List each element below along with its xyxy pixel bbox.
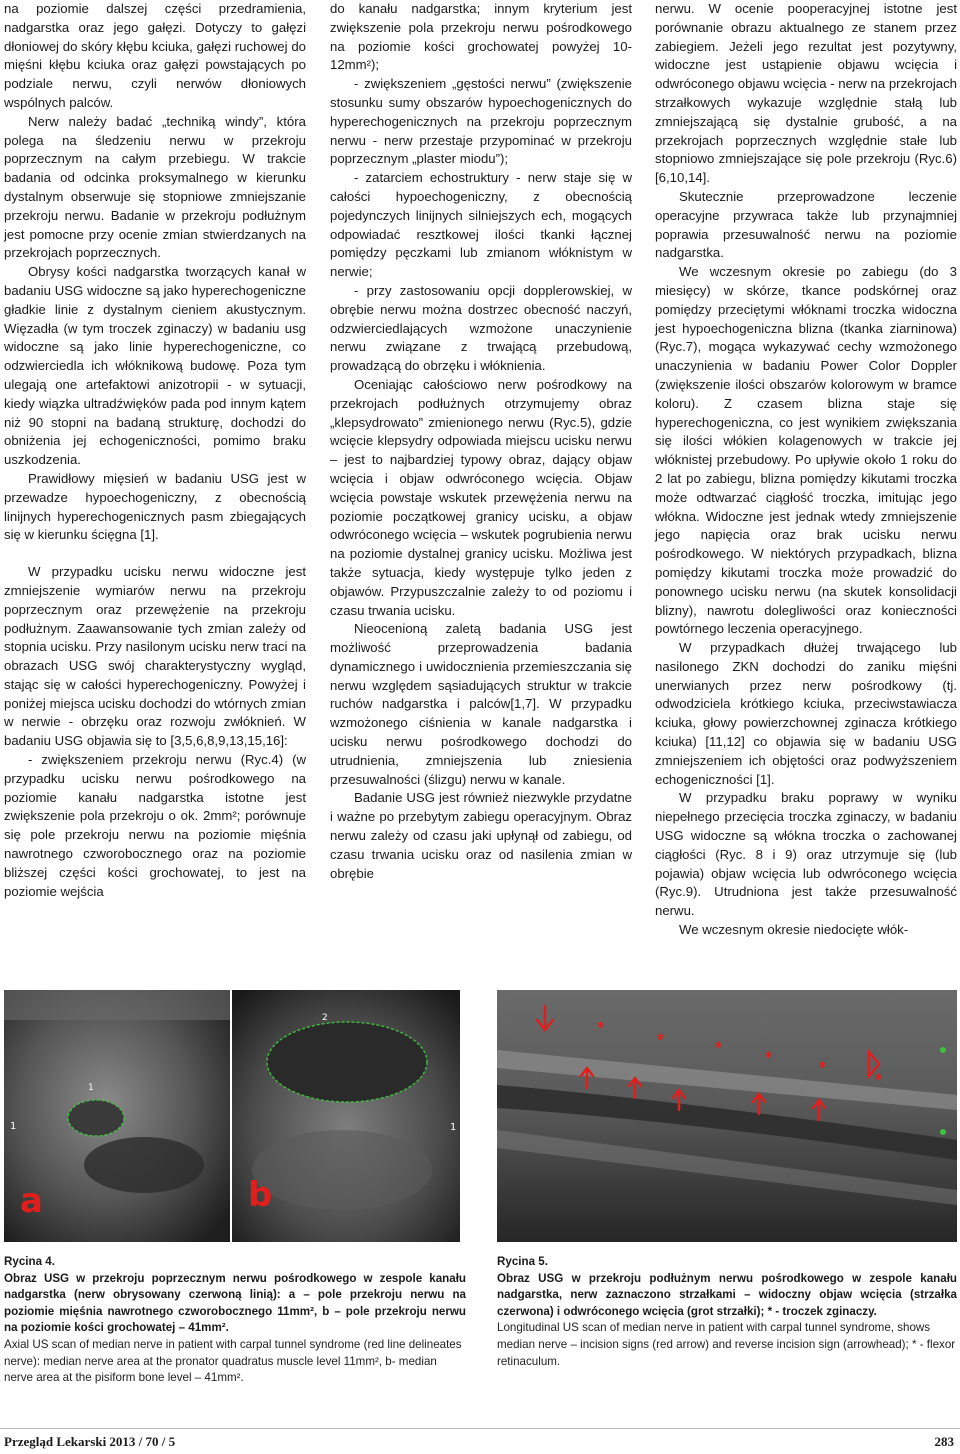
svg-text:1: 1 <box>10 1121 17 1132</box>
svg-text:1: 1 <box>450 1122 457 1133</box>
ultrasound-image-4b <box>232 990 460 1242</box>
text-column-3 <box>655 0 957 940</box>
journal-footer: Przegląd Lekarski 2013 / 70 / 5 <box>4 1434 176 1449</box>
paragraph: Prawidłowy mięsień w badaniu USG jest w przewadze hypoechogeniczny, z obecnością linijnych hyperechogenicznych pasm zbiegających się w kierunku ścięgna [1]. <box>4 470 306 543</box>
figure-4-caption-pl: Obraz USG w przekroju poprzecznym nerwu pośrodkowego w zespole kanału nadgarstka (nerw obrysowany czerwoną linią): a – pole przekroju nerwu na poziomie mięśnia nawrotnego czworobocznego 11mm², b – pole przekroju nerwu na poziomie kości grochowatej – 41mm². <box>4 1271 466 1335</box>
ultrasound-image-4a <box>4 990 230 1242</box>
paragraph: W przypadku braku poprawy w wyniku niepełnego przecięcia troczka zginaczy, w badaniu USG widoczne są włókna troczka o zachowanej ciągłości (Ryc. 8 i 9) oraz utrzymuje się (lub pojawia) objaw wcięcia lub odwróconego wcięcia (Ryc.9). Utrudniona jest także przesuwalność nerwu. <box>655 790 957 919</box>
paragraph: Nerw należy badać „techniką windy”, która polega na śledzeniu nerwu w przekroju poprzecznym na całym przebiegu. W trakcie badania od odcinka proksymalnego w kierunku dystalnym obserwuje się stopniowe zmniejszanie przekroju nerwu. Badanie w przekroju podłużnym jest pomocne przy ocenie zmian stwierdzanych na przekrojach poprzecznych. <box>4 113 306 261</box>
retinaculum-star: * <box>597 1020 605 1036</box>
figure-5-label: Rycina 5. <box>497 1255 548 1268</box>
figures-row <box>0 990 960 1242</box>
paragraph: Obrysy kości nadgarstka tworzących kanał w badaniu USG widoczne są jako hyperechogeniczne gładkie linie z dystalnym cieniem akustycznym. Więzadła (w tym troczek zginaczy) w badaniu usg widoczne są jako linie hyperechogeniczne, co odzwierciedla ich włóknikową budowę. Poza tym ulegają one artefaktowi anizotropii - w sytuacji, kiedy wiązka ultradźwięków pada pod innym kątem niż 90 stopni na badaną strukturę, dochodzi do obniżenia jej echogeniczności, pomimo braku uszkodzenia. <box>4 264 306 468</box>
paragraph: Oceniając całościowo nerw pośrodkowy na przekrojach podłużnych otrzymujemy obraz „klepsydrowato” zmienionego nerwu (Ryc.5), gdzie wcięcie klepsydry odpowiada miejscu ucisku nerwu – jest to najbardziej typowy obraz, dający objaw wcięcia i objaw odwróconego wcięcia. Objaw wcięcia powstaje wskutek przewężenia nerwu na poziomie początkowej granicy ucisku, a objaw odwróconego wcięcia – wskutek pogrubienia nerwu na poziomie dystalnej granicy ucisku. Możliwa jest także sytuacja, kiedy występuje tylko jeden z objawów. Przypuszczalnie zależy to od poziomu i czasu trwania ucisku. <box>330 376 632 618</box>
figure-5-caption-en: Longitudinal US scan of median nerve in patient with carpal tunnel syndrome, shows median nerve – incision signs (red arrow) and reverse incision sign (arrowhead); * - flexor retinaculum. <box>497 1321 956 1368</box>
text-column-1 <box>4 0 306 901</box>
paragraph: - zwiększeniem „gęstości nerwu” (zwiększenie stosunku sumy obszarów hypoechogenicznych do hyperechogenicznych na przekroju poprzecznym nerwu - nerw przestaje przypominać w przekroju poprzecznym „plaster miodu”); <box>330 76 632 167</box>
paragraph: nerwu. W ocenie pooperacyjnej istotne jest porównanie obrazu aktualnego ze stanem przez zabiegiem. Jeżeli jego rezultat jest pozytywny, widoczne jest ustąpienie objawu wcięcia i odwróconego objawu wcięcia - nerw na przekrojach strzałkowych wykazuje względnie stałą lub zmniejszającą się dystalnie grubość, a na przekrojach poprzecznych względnie stałe lub stopniowo zmniejszające się pole przekroju (Ryc.6) [6,10,14]. <box>655 1 958 186</box>
retinaculum-star: * <box>715 1040 723 1056</box>
figure-5-caption-pl: Obraz USG w przekroju podłużnym nerwu pośrodkowego w zespole kanału nadgarstka, nerw zaznaczono strzałkami – widoczny objaw wcięcia (strzałka czerwona) i odwróconego wcięcia (grot strzałki); * - troczek zginaczy. <box>497 1271 957 1318</box>
paragraph: W przypadkach dłużej trwającego lub nasilonego ZKN dochodzi do zaniku mięśni unerwianych przez nerw pośrodkowy (tj. odwodziciela krótkiego kciuka, przeciwstawiacza kciuka, głowy powierzchownej zginacza krótkiego kciuka) [11,12] co objawia się w badaniu USG zmniejszeniem ich objętości oraz podwyższeniem echogeniczności [1]. <box>655 640 957 787</box>
figure-4-caption <box>4 1254 466 1387</box>
retinaculum-star: * <box>819 1060 827 1076</box>
paragraph: - zatarciem echostruktury - nerw staje się w całości hypoechogeniczny, z obecnością pojedynczych linijnych silniejszych ech, mogących odpowiadać resztkowej ilości tkanki łącznej pomiędzy pęczkami lub zmianom włóknistym w nerwie; <box>330 170 632 280</box>
text-column-2 <box>330 0 632 883</box>
footer-rule <box>0 1428 960 1429</box>
paragraph: Badanie USG jest również niezwykle przydatne i ważne po przebytym zabiegu operacyjnym. Obraz nerwu zależy od czasu jaki upłynął od zabiegu, od czasu trwania ucisku oraz od nasilenia zmian w obrębie <box>330 790 632 881</box>
paragraph: do kanału nadgarstka; innym kryterium jest zwiększenie pola przekroju nerwu pośrodkowego na poziomie kości grochowatej powyżej 10-12mm²); <box>330 1 632 73</box>
paragraph: na poziomie dalszej części przedramienia, nadgarstka oraz jego gałęzi. Dotyczy to gałęzi dłoniowej do skóry kłębu kciuka, gałęzi ruchowej do mięśni kłębu kciuka oraz gałęzi powstających po podziale nerwu, czyli nerwów dłoniowych wspólnych palców. <box>4 1 306 110</box>
paragraph: - zwiększeniem przekroju nerwu (Ryc.4) (w przypadku ucisku nerwu pośrodkowego na poziomie kanału nadgarstka istotne jest zwiększenie pola przekroju o ok. 2mm²; porównuje się pole przekroju nerwu na poziomie mięśnia nawrotnego czworobocznego oraz na poziomie bliższej części kości grochowatej, to jest na poziomie wejścia <box>4 752 306 899</box>
roi-label: 1 <box>88 1083 94 1093</box>
retinaculum-star: * <box>875 1072 883 1088</box>
panel-marker-a: a <box>20 1181 43 1221</box>
paragraph: W przypadku ucisku nerwu widoczne jest zmniejszenie wymiarów nerwu na przekroju poprzecznym oraz przewężenie na przekroju podłużnym. Zaawansowanie tych zmian zależy od stopnia ucisku. Przy nasilonym ucisku nerw traci na obrazach USG swój charakterystyczny wygląd, stając się w całości hyperechogeniczny. Powyżej i poniżej miejsca ucisku dochodzi do wtórnych zmian w nerwie - obrzęku oraz rozwoju zwłóknień. W badaniu USG objawia się to [3,5,6,8,9,13,15,16]: <box>4 564 306 749</box>
paragraph: We wczesnym okresie niedocięte włók- <box>679 922 909 938</box>
retinaculum-star: * <box>657 1032 665 1048</box>
panel-marker-b: b <box>248 1175 273 1215</box>
figure-5-caption <box>497 1254 957 1370</box>
roi-label: 2 <box>322 1013 328 1023</box>
ultrasound-image-5 <box>497 990 957 1242</box>
paragraph: Nieocenioną zaletą badania USG jest możliwość przeprowadzenia badania dynamicznego i uwidocznienia przemieszczania się nerwu względem sąsiadujących struktur w trakcie ruchów nadgarstka i palców[1,7]. W przypadku wzmożonego ciśnienia w kanale nadgarstka i ucisku nerwu pośrodkowego dochodzi do utrudnienia, zmniejszenia lub zniesienia przesuwalności (ślizgu) nerwu w kanale. <box>330 621 632 787</box>
figure-4-caption-en: Axial US scan of median nerve in patient with carpal tunnel syndrome (red line delineates nerve): median nerve area at the pronator quadratus muscle level 11mm², b- median nerve area at the pisiform bone level – 41mm². <box>4 1337 462 1385</box>
figure-4-label: Rycina 4. <box>4 1255 55 1268</box>
retinaculum-star: * <box>765 1050 773 1066</box>
paragraph: We wczesnym okresie po zabiegu (do 3 miesięcy) w skórze, tkance podskórnej oraz pomiędzy przeciętymi włóknami troczka widoczna jest hypoechogeniczna blizna (tkanka ziarninowa) (Ryc.7), mogąca wykazywać cechy wzmożonego unaczynienia w badaniu Power Color Doppler (zwiększenie ilości obszarów kolorowym w bramce koloru). Z czasem blizna staje się hyperechogeniczna, co jest wynikiem zwiększania się ilości włókien kolagenowych w trakcie jej włóknistej przebudowy. Po upływie około 1 roku do 2 lat po zabiegu, blizna pomiędzy kikutami troczka może odtwarzać ciągłość troczka, imitując jego włókna. Widoczne jest jednak wtedy zmniejszenie jego napięcia oraz brak ucisku nerwu pośrodkowego. W niektórych przypadkach, blizna pomiędzy kikutami troczka może prowadzić do ponownego ucisku nerwu (na skutek konsolidacji blizny), nawrotu dolegliwości oraz konieczności powtórnego leczenia operacyjnego. <box>655 264 957 637</box>
page-number: 283 <box>934 1434 954 1449</box>
paragraph: - przy zastosowaniu opcji dopplerowskiej, w obrębie nerwu można dostrzec obecność naczyń, odzwierciedlających wzmożone unaczynienie nerwu związane z trwającą przebudową, prowadzącą do obrzęku i włóknienia. <box>330 282 632 374</box>
paragraph: Skutecznie przeprowadzone leczenie operacyjne przywraca także lub przynajmniej poprawia przesuwalność nerwu na poziomie nadgarstka. <box>655 188 957 261</box>
